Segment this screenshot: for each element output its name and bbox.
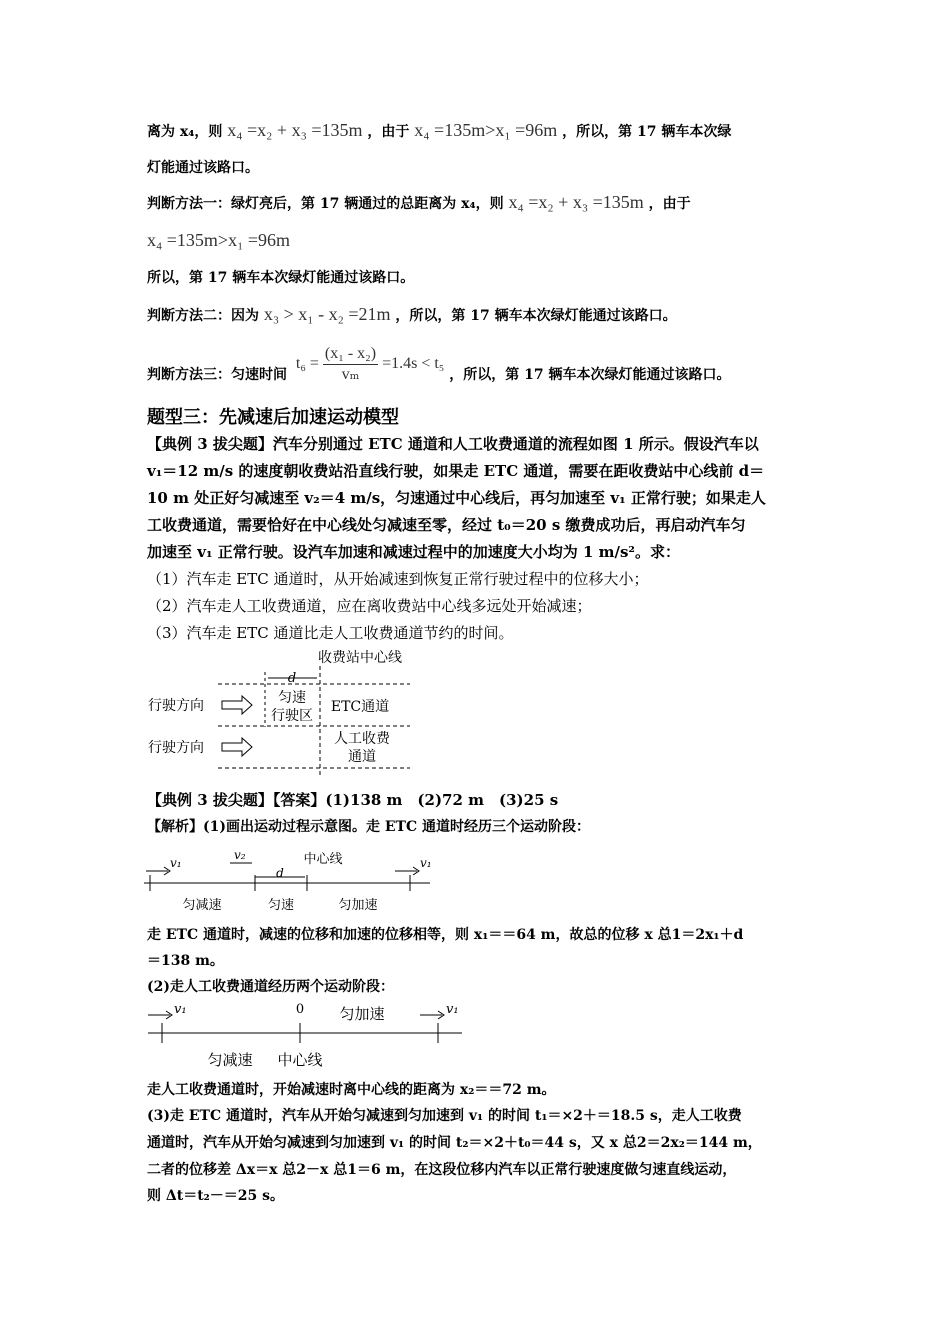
math-expression: x₄ =135m>x₁ =96m: [414, 120, 558, 140]
text-line: [147, 120, 731, 142]
math-expression: x₃ > x₁ - x₂ =21m: [263, 304, 391, 324]
text-segment: 判断方法三：匀速时间: [147, 367, 287, 383]
stage-label: 匀减速: [207, 1051, 253, 1069]
text-line: [147, 192, 691, 214]
text-segment: ，由于: [648, 196, 691, 212]
fraction: [323, 344, 378, 385]
text-line: 灯能通过该路口。: [147, 160, 259, 176]
zone-label: 行驶区: [271, 708, 313, 724]
manual-lane-label: 人工收费: [334, 731, 390, 747]
hollow-arrow-icon: [222, 738, 252, 756]
formula-lhs: t₆ =: [295, 355, 319, 373]
manual-lane-label: 通道: [348, 749, 376, 765]
solution-line: 走 ETC 通道时，减速的位移和加速的位移相等，则 x₁＝＝64 m，故总的位移 x 总1＝2x₁＋d: [147, 927, 744, 943]
solution-line: (2)走人工收费通道经历两个运动阶段：: [147, 979, 394, 995]
d-label: d: [276, 866, 284, 880]
direction-label: 行驶方向: [148, 698, 204, 714]
formula: [296, 344, 444, 385]
problem-line: 10 m 处正好匀减速至 v₂＝4 m/s，匀速通过中心线后，再匀加速至 v₁ 正常行驶；如果走人: [147, 489, 766, 507]
fraction-denominator: vₘ: [341, 366, 360, 383]
solution-line: ＝138 m。: [147, 953, 224, 969]
math-expression: x₄ =x₂ + x₃ =135m: [227, 120, 363, 140]
stage-label: 匀减速: [182, 898, 222, 913]
problem-line: 【典例 3 拔尖题】汽车分别通过 ETC 通道和人工收费通道的流程如图 1 所示。假设汽车以: [147, 435, 759, 453]
stage-label: 匀加速: [338, 898, 378, 913]
center-line-label: 中心线: [303, 852, 343, 867]
center-line-label: 中心线: [277, 1051, 323, 1069]
stage-label: 匀速: [267, 898, 295, 913]
velocity-label: v₁: [170, 856, 182, 870]
section-title: 题型三：先减速后加速运动模型: [147, 407, 399, 428]
velocity-label: v₁: [420, 856, 432, 870]
solution-line: 则 Δt＝t₂－＝25 s。: [147, 1188, 285, 1204]
solution-line: 走人工收费通道时，开始减速时离中心线的距离为 x₂＝＝72 m。: [147, 1082, 556, 1098]
formula-rhs: =1.4s < t₅: [382, 355, 445, 373]
velocity-label: v₁: [446, 1002, 459, 1017]
math-expression: x₄ =135m>x₁ =96m: [147, 230, 291, 250]
question-3: （3）汽车走 ETC 通道比走人工收费通道节约的时间。: [147, 624, 514, 642]
direction-label: 行驶方向: [148, 740, 204, 756]
velocity-label: v₁: [174, 1002, 187, 1017]
velocity-label: v₂: [234, 848, 246, 862]
velocity-label: 0: [295, 1002, 305, 1017]
problem-line: 工收费通道，需要恰好在中心线处匀减速至零，经过 t₀＝20 s 缴费成功后，再启动汽车匀: [147, 516, 746, 534]
d-label: d: [287, 671, 297, 686]
text-segment: ，所以，第 17 辆车本次绿: [562, 124, 732, 140]
solution-line: (3)走 ETC 通道时，汽车从开始匀减速到匀加速到 v₁ 的时间 t₁＝×2＋＝18.5 s，走人工收费: [147, 1108, 742, 1124]
problem-line: 加速至 v₁ 正常行驶。设汽车加速和减速过程中的加速度大小均为 1 m/s²。求：: [147, 543, 680, 561]
figure-etc-motion: [140, 845, 440, 915]
text-line: [147, 344, 730, 385]
question-2: （2）汽车走人工收费通道，应在离收费站中心线多远处开始减速；: [147, 597, 592, 615]
solution-line: 【解析】(1)画出运动过程示意图。走 ETC 通道时经历三个运动阶段：: [147, 819, 590, 835]
text-segment: ，所以，第 17 辆车本次绿灯能通过该路口。: [449, 367, 731, 383]
solution-line: 二者的位移差 Δx＝x 总2－x 总1＝6 m，在这段位移内汽车以正常行驶速度做匀速直线运动，: [147, 1162, 737, 1178]
solution-line: 通道时，汽车从开始匀减速到匀加速到 v₁ 的时间 t₂＝×2＋t₀＝44 s，又 x 总2＝2x₂＝144 m，: [147, 1135, 762, 1151]
zone-label: 匀速: [278, 690, 306, 706]
hollow-arrow-icon: [222, 696, 252, 714]
answer-line: 【典例 3 拔尖题】【答案】(1)138 m (2)72 m (3)25 s: [147, 791, 559, 809]
text-segment: 判断方法二：因为: [147, 308, 259, 324]
text-line: [147, 230, 290, 252]
text-line: [147, 304, 677, 326]
text-segment: ，所以，第 17 辆车本次绿灯能通过该路口。: [395, 308, 677, 324]
math-expression: x₄ =x₂ + x₃ =135m: [508, 192, 644, 212]
text-segment: 离为 x₄，则: [147, 124, 223, 140]
figure-manual-motion: [140, 997, 470, 1072]
fraction-numerator: (x₁ - x₂): [323, 344, 378, 365]
etc-lane-label: ETC通道: [330, 699, 390, 715]
figure-label-center-line: 收费站中心线: [318, 650, 402, 666]
question-1: （1）汽车走 ETC 通道时，从开始减速到恢复正常行驶过程中的位移大小；: [147, 570, 649, 588]
stage-label: 匀加速: [339, 1005, 385, 1023]
text-segment: 判断方法一：绿灯亮后，第 17 辆通过的总距离为 x₄，则: [147, 196, 504, 212]
figure-toll-lanes: [140, 642, 420, 782]
problem-line: v₁＝12 m/s 的速度朝收费站沿直线行驶，如果走 ETC 通道，需要在距收费站中心线前 d＝: [147, 462, 765, 480]
text-line: 所以，第 17 辆车本次绿灯能通过该路口。: [147, 270, 415, 286]
text-segment: ，由于: [367, 124, 410, 140]
